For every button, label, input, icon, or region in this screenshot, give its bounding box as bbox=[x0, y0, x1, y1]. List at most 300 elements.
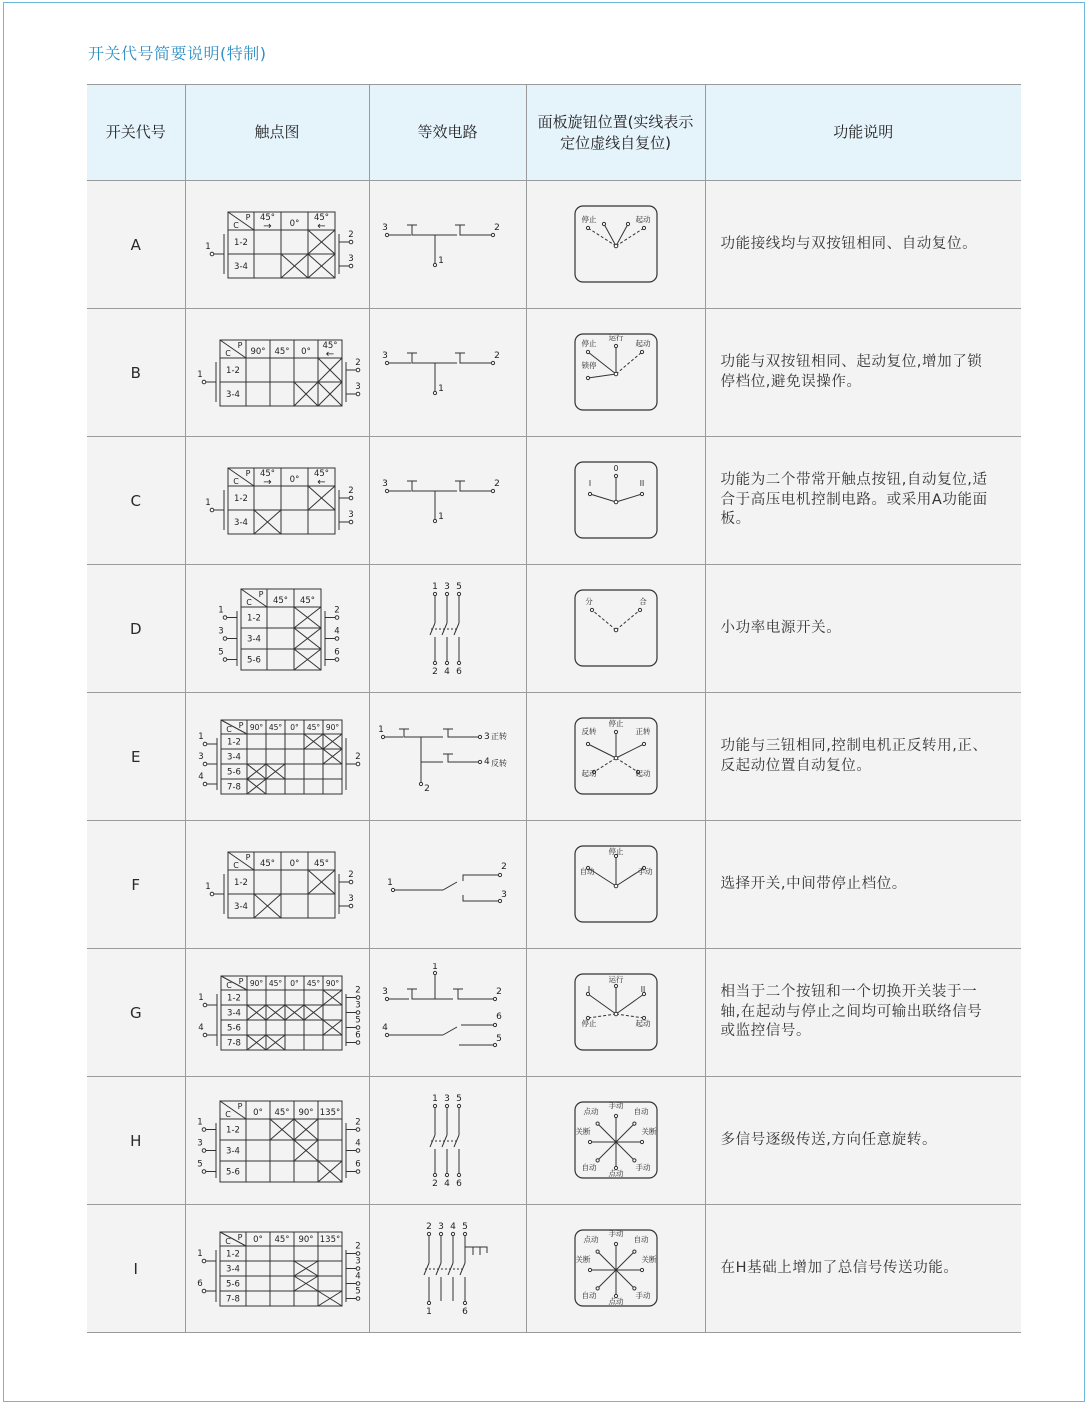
terminal-label: 6 bbox=[197, 1278, 203, 1289]
terminal-label: 3 bbox=[355, 381, 361, 392]
knob-panel-diagram bbox=[527, 586, 705, 672]
panel-label: 点动 bbox=[608, 1296, 623, 1306]
circuit-top-label: 3 bbox=[443, 581, 450, 592]
terminal-label: 3 bbox=[218, 626, 224, 636]
switch-code: H bbox=[87, 1077, 185, 1205]
terminal-label: 4 bbox=[355, 1271, 361, 1281]
pair-label: 5-6 bbox=[247, 655, 261, 665]
terminal bbox=[223, 615, 227, 619]
equivalent-circuit-cell bbox=[369, 565, 526, 693]
knob-position bbox=[638, 608, 641, 611]
knob-position bbox=[590, 608, 593, 611]
switch-code: G bbox=[87, 949, 185, 1077]
angle-label: 90° bbox=[298, 1234, 314, 1245]
circuit-bottom-label: 4 bbox=[443, 1178, 450, 1189]
pair-label: 3-4 bbox=[234, 261, 248, 272]
function-description: 功能与三钮相同,控制电机正反转用,正、反起动位置自动复位。 bbox=[705, 693, 1021, 821]
knob-return-position bbox=[616, 228, 644, 246]
terminal bbox=[385, 1033, 388, 1036]
angle-label: 45° bbox=[322, 340, 338, 351]
circuit-bottom-label: 6 bbox=[455, 1178, 462, 1189]
circuit-label: 2 bbox=[493, 222, 500, 233]
circuit-top-label: 5 bbox=[455, 581, 462, 592]
angle-label: 45° bbox=[274, 346, 290, 357]
equivalent-circuit bbox=[373, 1091, 523, 1191]
angle-label: 0° bbox=[290, 978, 299, 988]
label-c: C bbox=[246, 597, 252, 607]
knob-panel-cell bbox=[526, 693, 705, 821]
terminal bbox=[356, 1251, 360, 1255]
knob-panel bbox=[575, 332, 657, 410]
terminal bbox=[202, 1289, 206, 1293]
terminal bbox=[478, 760, 481, 763]
terminal bbox=[349, 904, 353, 908]
terminal-label: 1 bbox=[205, 241, 211, 252]
contact-diagram-cell bbox=[185, 1205, 369, 1333]
terminal bbox=[433, 263, 436, 266]
knob-pivot bbox=[614, 884, 618, 888]
knob-position bbox=[626, 222, 629, 225]
header-panel bbox=[526, 85, 705, 181]
circuit-label: 2 bbox=[500, 861, 507, 872]
terminal-label: 4 bbox=[198, 1022, 204, 1033]
terminal-label: 3 bbox=[348, 509, 354, 520]
knob-pivot bbox=[614, 500, 618, 504]
angle-label: 90° bbox=[249, 978, 264, 988]
panel-label: 点动 bbox=[583, 1234, 598, 1244]
knob-panel-cell bbox=[526, 821, 705, 949]
wire bbox=[460, 225, 491, 235]
table-row bbox=[87, 437, 1021, 565]
knob-position bbox=[642, 226, 645, 229]
panel-label: 停止 bbox=[581, 214, 596, 224]
equivalent-circuit bbox=[373, 323, 523, 423]
equivalent-circuit bbox=[373, 963, 523, 1063]
knob-panel bbox=[575, 1100, 657, 1178]
terminal bbox=[210, 252, 214, 256]
equivalent-circuit-cell bbox=[369, 949, 526, 1077]
angle-label: 90° bbox=[298, 1107, 314, 1118]
terminal bbox=[356, 1025, 360, 1029]
terminal bbox=[210, 508, 214, 512]
panel-label: 手动 bbox=[635, 1162, 650, 1172]
circuit bbox=[382, 479, 500, 523]
terminal bbox=[419, 782, 422, 785]
contact-grid bbox=[205, 212, 353, 278]
angle-label: 45° bbox=[306, 722, 321, 732]
circuit bbox=[430, 582, 462, 677]
contact-grid bbox=[198, 976, 360, 1050]
pair-label: 7-8 bbox=[226, 1294, 240, 1304]
terminal-label: 3 bbox=[197, 1138, 203, 1148]
panel-label: 正转 bbox=[635, 726, 650, 736]
terminal bbox=[445, 592, 448, 595]
panel-label: 关断 bbox=[575, 1254, 590, 1264]
pair-label: 5-6 bbox=[227, 1023, 241, 1033]
equivalent-circuit bbox=[373, 579, 523, 679]
pair-label: 3-4 bbox=[247, 634, 261, 644]
panel-label: 手动 bbox=[608, 1100, 623, 1110]
equivalent-circuit-cell bbox=[369, 1205, 526, 1333]
panel-label: 自动 bbox=[633, 1234, 648, 1244]
angle-label: 0° bbox=[289, 218, 300, 229]
terminal bbox=[451, 1232, 454, 1235]
terminal bbox=[491, 489, 494, 492]
angle-label: 0° bbox=[253, 1107, 263, 1118]
knob-panel-cell bbox=[526, 309, 705, 437]
function-description: 相当于二个按钮和一个切换开关装于一轴,在起动与停止之间均可输出联络信号或监控信号。 bbox=[705, 949, 1021, 1077]
circuit-label: 1 bbox=[386, 877, 393, 888]
terminal bbox=[463, 1232, 466, 1235]
contact-diagram-cell bbox=[185, 949, 369, 1077]
pair-label: 3-4 bbox=[234, 901, 248, 912]
terminal-label: 5 bbox=[355, 1015, 361, 1025]
knob-panel-diagram bbox=[527, 458, 705, 544]
circuit-label: 2 bbox=[423, 783, 430, 794]
knob-panel-diagram bbox=[527, 714, 705, 800]
label-p: P bbox=[245, 468, 251, 478]
label-p: P bbox=[238, 720, 244, 730]
knob-panel-cell bbox=[526, 1205, 705, 1333]
terminal bbox=[385, 233, 388, 236]
panel-label: 反转 bbox=[581, 726, 596, 736]
knob-position bbox=[614, 730, 617, 733]
knob-spoke bbox=[597, 1251, 615, 1269]
circuit-label: 2 bbox=[493, 350, 500, 361]
circuit bbox=[378, 725, 507, 794]
angle-label: 0° bbox=[290, 722, 299, 732]
panel-label: II bbox=[639, 478, 644, 488]
pair-label: 5-6 bbox=[226, 1167, 240, 1177]
direction-arrow: ← bbox=[317, 220, 326, 232]
panel-label: 手动 bbox=[637, 866, 652, 876]
pair-label: 5-6 bbox=[226, 1279, 240, 1289]
knob-fixed-position bbox=[588, 374, 616, 378]
knob-pivot bbox=[614, 244, 618, 248]
terminal-label: 3 bbox=[198, 751, 204, 762]
table-row bbox=[87, 1077, 1021, 1205]
knob-position bbox=[596, 1158, 599, 1161]
contact-diagram bbox=[187, 837, 367, 933]
knob-position bbox=[614, 474, 617, 477]
knob-position bbox=[596, 1122, 599, 1125]
contact-diagram bbox=[187, 197, 367, 293]
pair-label: 1-2 bbox=[247, 613, 261, 623]
terminal bbox=[445, 1173, 448, 1176]
panel-label: 起动 bbox=[635, 1018, 650, 1028]
terminal bbox=[203, 1003, 207, 1007]
knob-panel-diagram bbox=[527, 330, 705, 416]
knob-fixed-position bbox=[588, 994, 616, 1014]
knob-position bbox=[632, 1122, 635, 1125]
knob-position bbox=[614, 344, 617, 347]
terminal-label: 5 bbox=[197, 1159, 203, 1169]
terminal-label: 2 bbox=[348, 869, 354, 880]
knob-panel-cell bbox=[526, 1077, 705, 1205]
panel-label: 关断 bbox=[641, 1254, 656, 1264]
panel-label: 合 bbox=[638, 596, 647, 606]
angle-label: 0° bbox=[289, 858, 300, 869]
terminal bbox=[433, 519, 436, 522]
header-contact: 触点图 bbox=[185, 85, 369, 181]
contact-diagram bbox=[187, 453, 367, 549]
function-description: 在H基础上增加了总信号传送功能。 bbox=[705, 1205, 1021, 1333]
table-row bbox=[87, 565, 1021, 693]
terminal-label: 1 bbox=[205, 497, 211, 508]
circuit-label: 3 bbox=[381, 350, 388, 361]
circuit-bottom-label: 6 bbox=[461, 1306, 468, 1317]
terminal bbox=[203, 742, 207, 746]
terminal bbox=[427, 1301, 430, 1304]
switch-code: F bbox=[87, 821, 185, 949]
angle-label: 45° bbox=[268, 978, 283, 988]
circuit bbox=[387, 862, 507, 903]
function-description: 选择开关,中间带停止档位。 bbox=[705, 821, 1021, 949]
panel-label: 点动 bbox=[608, 1168, 623, 1178]
circuit bbox=[382, 223, 500, 267]
circuit-label: 1 bbox=[437, 255, 444, 266]
wire bbox=[404, 729, 415, 737]
knob-panel bbox=[575, 846, 657, 922]
circuit-label: 2 bbox=[493, 478, 500, 489]
terminal bbox=[463, 1301, 466, 1304]
panel-label: 自动 bbox=[579, 866, 594, 876]
contact-diagram-cell bbox=[185, 437, 369, 565]
knob-panel bbox=[575, 974, 657, 1050]
equivalent-circuit-cell bbox=[369, 821, 526, 949]
angle-label: 45° bbox=[313, 858, 330, 869]
terminal-label: 3 bbox=[348, 893, 354, 904]
switch-blade bbox=[443, 882, 457, 890]
circuit-label: 3 bbox=[483, 731, 490, 742]
pair-label: 1-2 bbox=[227, 993, 241, 1003]
header-panel-text: 面板旋钮位置(实线表示定位虚线自复位) bbox=[537, 112, 694, 152]
terminal bbox=[349, 880, 353, 884]
circuit-bottom-label: 4 bbox=[443, 666, 450, 677]
terminal-label: 1 bbox=[197, 1248, 203, 1259]
circuit-label: 正转 bbox=[490, 731, 507, 741]
panel-label: 自动 bbox=[581, 1162, 596, 1172]
pair-label: 3-4 bbox=[226, 389, 240, 400]
wire bbox=[448, 754, 478, 762]
contact-grid bbox=[205, 468, 353, 534]
knob-position bbox=[614, 1242, 617, 1245]
angle-label: 45° bbox=[259, 468, 276, 479]
pair-label: 1-2 bbox=[226, 365, 240, 376]
terminal-label: 6 bbox=[355, 1159, 361, 1169]
pair-label: 7-8 bbox=[227, 1038, 241, 1048]
knob-return-position bbox=[588, 1014, 616, 1018]
terminal bbox=[356, 368, 360, 372]
panel-label: 锁停 bbox=[581, 360, 596, 370]
angle-label: 45° bbox=[313, 468, 330, 479]
angle-label: 90° bbox=[250, 346, 266, 357]
knob-position bbox=[632, 1158, 635, 1161]
direction-arrow: ← bbox=[325, 348, 335, 360]
knob-position bbox=[586, 376, 589, 379]
label-c: C bbox=[233, 860, 239, 870]
switch-code: B bbox=[87, 309, 185, 437]
knob-spoke bbox=[616, 1251, 634, 1269]
contact-diagram bbox=[187, 965, 367, 1061]
terminal-label: 2 bbox=[355, 357, 361, 368]
switch-code: A bbox=[87, 181, 185, 309]
knob-spoke bbox=[597, 1270, 615, 1288]
terminal bbox=[335, 657, 339, 661]
contact-diagram bbox=[187, 1221, 367, 1317]
equivalent-circuit bbox=[373, 195, 523, 295]
contact-diagram-cell bbox=[185, 693, 369, 821]
knob-position bbox=[596, 1286, 599, 1289]
terminal-label: 6 bbox=[334, 647, 340, 657]
pair-label: 3-4 bbox=[226, 1264, 240, 1274]
knob-panel-diagram bbox=[527, 1226, 705, 1312]
knob-position bbox=[640, 1140, 643, 1143]
knob-panel bbox=[575, 462, 657, 538]
contact-diagram bbox=[187, 325, 367, 421]
pair-label: 3-4 bbox=[226, 1146, 240, 1156]
terminal-label: 2 bbox=[348, 485, 354, 496]
terminal-label: 6 bbox=[355, 1030, 361, 1040]
circuit-label: 1 bbox=[437, 383, 444, 394]
terminal bbox=[498, 873, 501, 876]
terminal-label: 2 bbox=[355, 751, 361, 762]
terminal-label: 3 bbox=[355, 1256, 361, 1266]
panel-label: I bbox=[588, 478, 591, 488]
terminal bbox=[202, 1127, 206, 1131]
angle-label: 45° bbox=[299, 595, 316, 606]
panel-label: 点动 bbox=[583, 1106, 598, 1116]
knob-spoke bbox=[616, 1270, 634, 1288]
knob-pivot bbox=[614, 756, 618, 760]
terminal bbox=[356, 1040, 360, 1044]
table-row bbox=[87, 821, 1021, 949]
knob-return-position bbox=[588, 228, 616, 246]
label-c: C bbox=[225, 348, 231, 358]
equivalent-circuit-cell bbox=[369, 1077, 526, 1205]
circuit-label: 1 bbox=[431, 962, 438, 972]
knob-position bbox=[614, 1114, 617, 1117]
terminal bbox=[433, 391, 436, 394]
terminal bbox=[356, 1281, 360, 1285]
terminal-label: 4 bbox=[334, 626, 340, 636]
circuit-bottom-label: 1 bbox=[425, 1306, 432, 1317]
angle-label: 45° bbox=[306, 978, 321, 988]
knob-panel-cell bbox=[526, 565, 705, 693]
angle-label: 90° bbox=[325, 722, 340, 732]
terminal bbox=[203, 1033, 207, 1037]
knob-spoke bbox=[597, 1142, 615, 1160]
panel-label: 停止 bbox=[608, 846, 623, 856]
circuit-top-label: 3 bbox=[443, 1093, 450, 1104]
knob-panel bbox=[575, 206, 657, 282]
panel-label: 自动 bbox=[581, 1290, 596, 1300]
terminal-label: 1 bbox=[198, 992, 204, 1003]
label-c: C bbox=[226, 980, 232, 990]
knob-fixed-position bbox=[588, 744, 616, 758]
knob-panel-diagram bbox=[527, 1098, 705, 1184]
knob-return-position bbox=[594, 758, 616, 772]
switch-code: C bbox=[87, 437, 185, 565]
terminal-label: 1 bbox=[198, 731, 204, 742]
wire bbox=[463, 895, 498, 901]
circuit-label: 1 bbox=[377, 724, 384, 735]
terminal bbox=[210, 892, 214, 896]
knob-panel bbox=[575, 718, 657, 794]
panel-label: 停止 bbox=[581, 338, 596, 348]
knob-panel bbox=[575, 1228, 657, 1306]
circuit-top-label: 2 bbox=[425, 1221, 432, 1232]
panel-label: 起动 bbox=[581, 768, 596, 778]
label-c: C bbox=[233, 476, 239, 486]
switch-blade bbox=[443, 1027, 457, 1035]
terminal bbox=[356, 392, 360, 396]
angle-label: 45° bbox=[274, 1234, 290, 1245]
circuit-label: 3 bbox=[381, 222, 388, 233]
panel-label: 自动 bbox=[633, 1106, 648, 1116]
panel-label: 0 bbox=[613, 463, 618, 473]
terminal bbox=[457, 592, 460, 595]
terminal bbox=[445, 661, 448, 664]
terminal bbox=[457, 1104, 460, 1107]
circuit bbox=[382, 963, 502, 1047]
terminal-label: 3 bbox=[348, 253, 354, 264]
circuit-label: 5 bbox=[495, 1033, 502, 1044]
knob-position bbox=[642, 742, 645, 745]
panel-label: 起动 bbox=[635, 214, 650, 224]
wire bbox=[458, 989, 493, 999]
panel-label: 关断 bbox=[575, 1126, 590, 1136]
pair-label: 5-6 bbox=[227, 767, 241, 777]
knob-position bbox=[588, 492, 591, 495]
panel-label: I bbox=[587, 984, 590, 994]
knob-spoke bbox=[597, 1123, 615, 1141]
equivalent-circuit bbox=[373, 835, 523, 935]
table-row bbox=[87, 693, 1021, 821]
contact-diagram bbox=[187, 1093, 367, 1189]
page-title: 开关代号简要说明(特制) bbox=[88, 44, 267, 63]
label-c: C bbox=[225, 1109, 231, 1119]
knob-fixed-position bbox=[616, 994, 644, 1014]
knob-fixed-position bbox=[616, 744, 644, 758]
angle-label: 0° bbox=[289, 474, 300, 485]
terminal bbox=[457, 1173, 460, 1176]
table-row bbox=[87, 309, 1021, 437]
pair-label: 1-2 bbox=[226, 1125, 240, 1135]
angle-label: 45° bbox=[272, 595, 289, 606]
table-row bbox=[87, 181, 1021, 309]
label-p: P bbox=[237, 340, 243, 350]
knob-position bbox=[614, 984, 617, 987]
wire bbox=[463, 875, 498, 881]
terminal bbox=[385, 489, 388, 492]
terminal bbox=[491, 361, 494, 364]
label-p: P bbox=[237, 1232, 243, 1242]
terminal bbox=[356, 1266, 360, 1270]
terminal bbox=[356, 1148, 360, 1152]
contact-diagram-cell bbox=[185, 821, 369, 949]
knob-panel-diagram bbox=[527, 202, 705, 288]
panel-label: 起动 bbox=[635, 768, 650, 778]
circuit-label: 1 bbox=[437, 511, 444, 522]
equivalent-circuit bbox=[373, 1219, 523, 1319]
switch-code: D bbox=[87, 565, 185, 693]
angle-label: 45° bbox=[259, 858, 276, 869]
knob-pivot bbox=[614, 1012, 618, 1016]
terminal bbox=[202, 1148, 206, 1152]
terminal-label: 5 bbox=[355, 1286, 361, 1296]
terminal bbox=[202, 1169, 206, 1173]
